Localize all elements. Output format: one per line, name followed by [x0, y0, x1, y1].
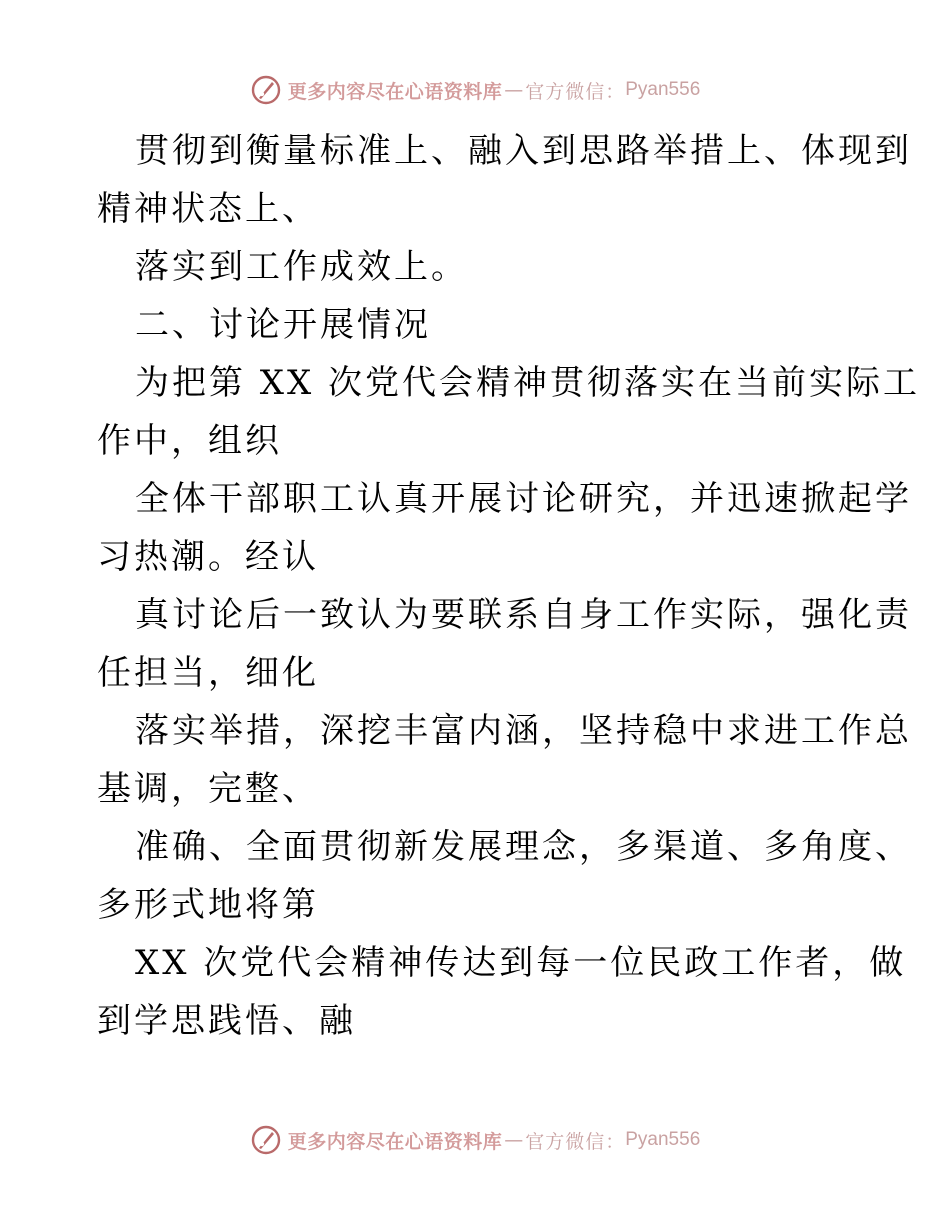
- section-heading: 二、讨论开展情况: [135, 305, 431, 345]
- body-line: 准确、全面贯彻新发展理念，多渠道、多角度、: [135, 827, 912, 867]
- body-line: 全体干部职工认真开展讨论研究，并迅速掀起学: [135, 479, 912, 519]
- quill-pen-circle-icon: [250, 74, 282, 106]
- body-line: 习热潮。经认: [97, 537, 319, 577]
- body-line: 为把第 XX 次党代会精神贯彻落实在当前实际工: [135, 363, 921, 403]
- quill-pen-circle-icon: [250, 1124, 282, 1156]
- body-line: 多形式地将第: [97, 885, 319, 925]
- footer-watermark: [0, 1120, 950, 1160]
- body-line: 到学思践悟、融: [97, 1001, 356, 1041]
- body-line: 精神状态上、: [97, 189, 319, 229]
- watermark-wechat-id: Pyan556: [625, 79, 701, 100]
- header-watermark: [0, 70, 950, 110]
- body-line: 作中，组织: [97, 421, 282, 461]
- body-line: XX 次党代会精神传达到每一位民政工作者，做: [135, 943, 907, 983]
- watermark-dash: —: [504, 1129, 524, 1151]
- watermark-site-text: 更多内容尽在心语资料库: [287, 80, 503, 103]
- body-line: 贯彻到衡量标准上、融入到思路举措上、体现到: [135, 131, 912, 171]
- body-line: 真讨论后一致认为要联系自身工作实际，强化责: [135, 595, 912, 635]
- body-line: 落实到工作成效上。: [135, 247, 468, 287]
- watermark-wechat-label: 官方微信：: [525, 1130, 626, 1153]
- document-body: [97, 122, 921, 1050]
- body-line: 任担当，细化: [97, 653, 319, 693]
- watermark-dash: —: [504, 79, 524, 101]
- body-line: 基调，完整、: [97, 769, 319, 809]
- watermark-site-text: 更多内容尽在心语资料库: [287, 1130, 503, 1153]
- watermark-wechat-id: Pyan556: [625, 1129, 701, 1150]
- body-line: 落实举措，深挖丰富内涵，坚持稳中求进工作总: [135, 711, 912, 751]
- watermark-wechat-label: 官方微信：: [525, 80, 626, 103]
